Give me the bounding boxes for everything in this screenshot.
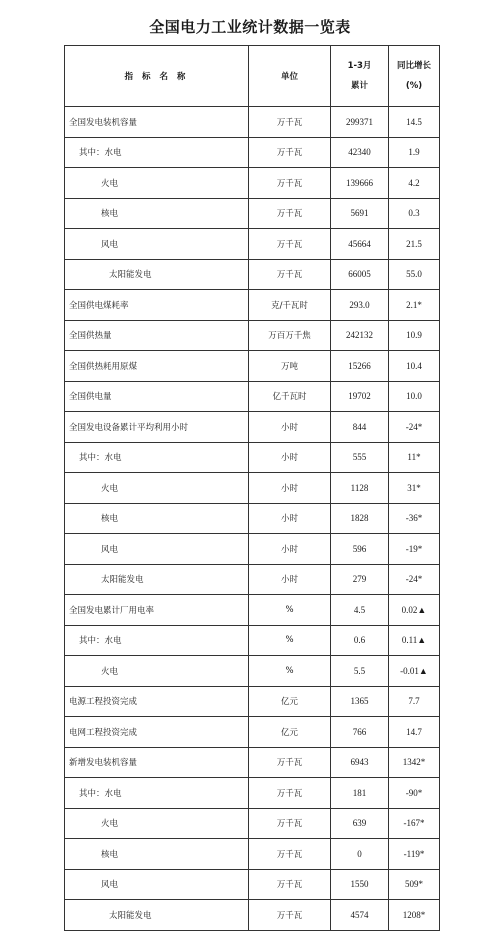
- unit-cell: 小时: [249, 473, 331, 504]
- cumulative-value-cell: 279: [331, 564, 389, 595]
- header-growth: [389, 46, 440, 107]
- unit-cell: 万千瓦: [249, 198, 331, 229]
- table-row: [65, 320, 440, 351]
- cumulative-value-cell: 0: [331, 839, 389, 870]
- statistics-table: [64, 45, 440, 931]
- indicator-name-cell: 全国供电量: [65, 381, 249, 412]
- cumulative-value-cell: 139666: [331, 168, 389, 199]
- yoy-growth-cell: -0.01▲: [389, 656, 440, 687]
- table-row: [65, 564, 440, 595]
- table-row: [65, 168, 440, 199]
- indicator-name-cell: 其中：水电: [65, 778, 249, 809]
- table-row: [65, 503, 440, 534]
- indicator-name-cell: 火电: [65, 168, 249, 199]
- indicator-name-cell: 太阳能发电: [65, 259, 249, 290]
- yoy-growth-cell: 1.9: [389, 137, 440, 168]
- indicator-name-cell: 全国供热耗用原煤: [65, 351, 249, 382]
- yoy-growth-cell: 0.11▲: [389, 625, 440, 656]
- yoy-growth-cell: -119*: [389, 839, 440, 870]
- yoy-growth-cell: 0.3: [389, 198, 440, 229]
- cumulative-value-cell: 5691: [331, 198, 389, 229]
- cumulative-value-cell: 45664: [331, 229, 389, 260]
- table-row: [65, 442, 440, 473]
- unit-cell: 万千瓦: [249, 808, 331, 839]
- table-row: [65, 808, 440, 839]
- indicator-name-cell: 其中：水电: [65, 442, 249, 473]
- cumulative-value-cell: 555: [331, 442, 389, 473]
- unit-cell: %: [249, 625, 331, 656]
- yoy-growth-cell: -24*: [389, 564, 440, 595]
- unit-cell: 小时: [249, 534, 331, 565]
- indicator-name-cell: 风电: [65, 534, 249, 565]
- yoy-growth-cell: 1342*: [389, 747, 440, 778]
- table-row: [65, 656, 440, 687]
- table-row: [65, 290, 440, 321]
- indicator-name-cell: 火电: [65, 808, 249, 839]
- indicator-name-cell: 其中：水电: [65, 137, 249, 168]
- table-row: [65, 839, 440, 870]
- indicator-name-cell: 风电: [65, 869, 249, 900]
- table-row: [65, 625, 440, 656]
- indicator-name-cell: 全国供热量: [65, 320, 249, 351]
- cumulative-value-cell: 181: [331, 778, 389, 809]
- table-row: [65, 473, 440, 504]
- table-row: [65, 198, 440, 229]
- unit-cell: 克/千瓦时: [249, 290, 331, 321]
- unit-cell: 万千瓦: [249, 778, 331, 809]
- cumulative-value-cell: 596: [331, 534, 389, 565]
- indicator-name-cell: 全国发电装机容量: [65, 107, 249, 138]
- indicator-name-cell: 全国供电煤耗率: [65, 290, 249, 321]
- indicator-name-cell: 电网工程投资完成: [65, 717, 249, 748]
- indicator-name-cell: 风电: [65, 229, 249, 260]
- indicator-name-cell: 太阳能发电: [65, 900, 249, 931]
- yoy-growth-cell: 2.1*: [389, 290, 440, 321]
- cumulative-value-cell: 293.0: [331, 290, 389, 321]
- unit-cell: 万千瓦: [249, 747, 331, 778]
- cumulative-value-cell: 844: [331, 412, 389, 443]
- table-row: [65, 717, 440, 748]
- table-row: [65, 381, 440, 412]
- yoy-growth-cell: 14.5: [389, 107, 440, 138]
- cumulative-value-cell: 242132: [331, 320, 389, 351]
- cumulative-value-cell: 639: [331, 808, 389, 839]
- unit-cell: 万吨: [249, 351, 331, 382]
- unit-cell: 亿元: [249, 717, 331, 748]
- cumulative-value-cell: 4574: [331, 900, 389, 931]
- cumulative-value-cell: 19702: [331, 381, 389, 412]
- unit-cell: 小时: [249, 412, 331, 443]
- table-row: [65, 259, 440, 290]
- table-row: [65, 137, 440, 168]
- table-row: [65, 412, 440, 443]
- header-growth-unit: (%): [405, 81, 423, 91]
- unit-cell: 亿千瓦时: [249, 381, 331, 412]
- unit-cell: 万千瓦: [249, 168, 331, 199]
- indicator-name-cell: 核电: [65, 839, 249, 870]
- table-row: [65, 778, 440, 809]
- table-row: [65, 869, 440, 900]
- cumulative-value-cell: 15266: [331, 351, 389, 382]
- yoy-growth-cell: -24*: [389, 412, 440, 443]
- yoy-growth-cell: -167*: [389, 808, 440, 839]
- cumulative-value-cell: 4.5: [331, 595, 389, 626]
- yoy-growth-cell: 10.9: [389, 320, 440, 351]
- indicator-name-cell: 火电: [65, 473, 249, 504]
- unit-cell: 万千瓦: [249, 900, 331, 931]
- page-title: 全国电力工业统计数据一览表: [149, 18, 351, 36]
- cumulative-value-cell: 766: [331, 717, 389, 748]
- unit-cell: %: [249, 656, 331, 687]
- table-row: [65, 747, 440, 778]
- header-unit: 单位: [249, 46, 331, 107]
- indicator-name-cell: 核电: [65, 198, 249, 229]
- yoy-growth-cell: 11*: [389, 442, 440, 473]
- yoy-growth-cell: 0.02▲: [389, 595, 440, 626]
- cumulative-value-cell: 1550: [331, 869, 389, 900]
- unit-cell: 万百万千焦: [249, 320, 331, 351]
- table-row: [65, 534, 440, 565]
- unit-cell: 万千瓦: [249, 137, 331, 168]
- table-body: [65, 107, 440, 931]
- cumulative-value-cell: 1828: [331, 503, 389, 534]
- cumulative-value-cell: 6943: [331, 747, 389, 778]
- yoy-growth-cell: -36*: [389, 503, 440, 534]
- table-row: [65, 107, 440, 138]
- yoy-growth-cell: 10.4: [389, 351, 440, 382]
- yoy-growth-cell: 7.7: [389, 686, 440, 717]
- unit-cell: 小时: [249, 564, 331, 595]
- indicator-name-cell: 全国发电累计厂用电率: [65, 595, 249, 626]
- yoy-growth-cell: -19*: [389, 534, 440, 565]
- header-period-label: 1-3月: [347, 61, 372, 71]
- header-row: [65, 46, 440, 107]
- indicator-name-cell: 电源工程投资完成: [65, 686, 249, 717]
- indicator-name-cell: 全国发电设备累计平均利用小时: [65, 412, 249, 443]
- yoy-growth-cell: 10.0: [389, 381, 440, 412]
- unit-cell: 亿元: [249, 686, 331, 717]
- yoy-growth-cell: -90*: [389, 778, 440, 809]
- header-cumulative-label: 累计: [350, 81, 368, 91]
- table-row: [65, 229, 440, 260]
- yoy-growth-cell: 14.7: [389, 717, 440, 748]
- cumulative-value-cell: 0.6: [331, 625, 389, 656]
- header-growth-label: 同比增长: [396, 61, 431, 71]
- indicator-name-cell: 其中：水电: [65, 625, 249, 656]
- header-period: [331, 46, 389, 107]
- table-row: [65, 686, 440, 717]
- table-row: [65, 351, 440, 382]
- unit-cell: 小时: [249, 503, 331, 534]
- cumulative-value-cell: 1365: [331, 686, 389, 717]
- indicator-name-cell: 火电: [65, 656, 249, 687]
- cumulative-value-cell: 42340: [331, 137, 389, 168]
- unit-cell: 万千瓦: [249, 107, 331, 138]
- unit-cell: 万千瓦: [249, 229, 331, 260]
- table-row: [65, 595, 440, 626]
- indicator-name-cell: 核电: [65, 503, 249, 534]
- table-header: [65, 46, 440, 107]
- unit-cell: 万千瓦: [249, 869, 331, 900]
- yoy-growth-cell: 1208*: [389, 900, 440, 931]
- yoy-growth-cell: 31*: [389, 473, 440, 504]
- unit-cell: %: [249, 595, 331, 626]
- unit-cell: 万千瓦: [249, 839, 331, 870]
- indicator-name-cell: 新增发电装机容量: [65, 747, 249, 778]
- yoy-growth-cell: 21.5: [389, 229, 440, 260]
- yoy-growth-cell: 55.0: [389, 259, 440, 290]
- yoy-growth-cell: 509*: [389, 869, 440, 900]
- cumulative-value-cell: 5.5: [331, 656, 389, 687]
- table-row: [65, 900, 440, 931]
- unit-cell: 小时: [249, 442, 331, 473]
- cumulative-value-cell: 299371: [331, 107, 389, 138]
- cumulative-value-cell: 1128: [331, 473, 389, 504]
- unit-cell: 万千瓦: [249, 259, 331, 290]
- cumulative-value-cell: 66005: [331, 259, 389, 290]
- yoy-growth-cell: 4.2: [389, 168, 440, 199]
- indicator-name-cell: 太阳能发电: [65, 564, 249, 595]
- header-indicator-name: 指 标 名 称: [65, 46, 249, 107]
